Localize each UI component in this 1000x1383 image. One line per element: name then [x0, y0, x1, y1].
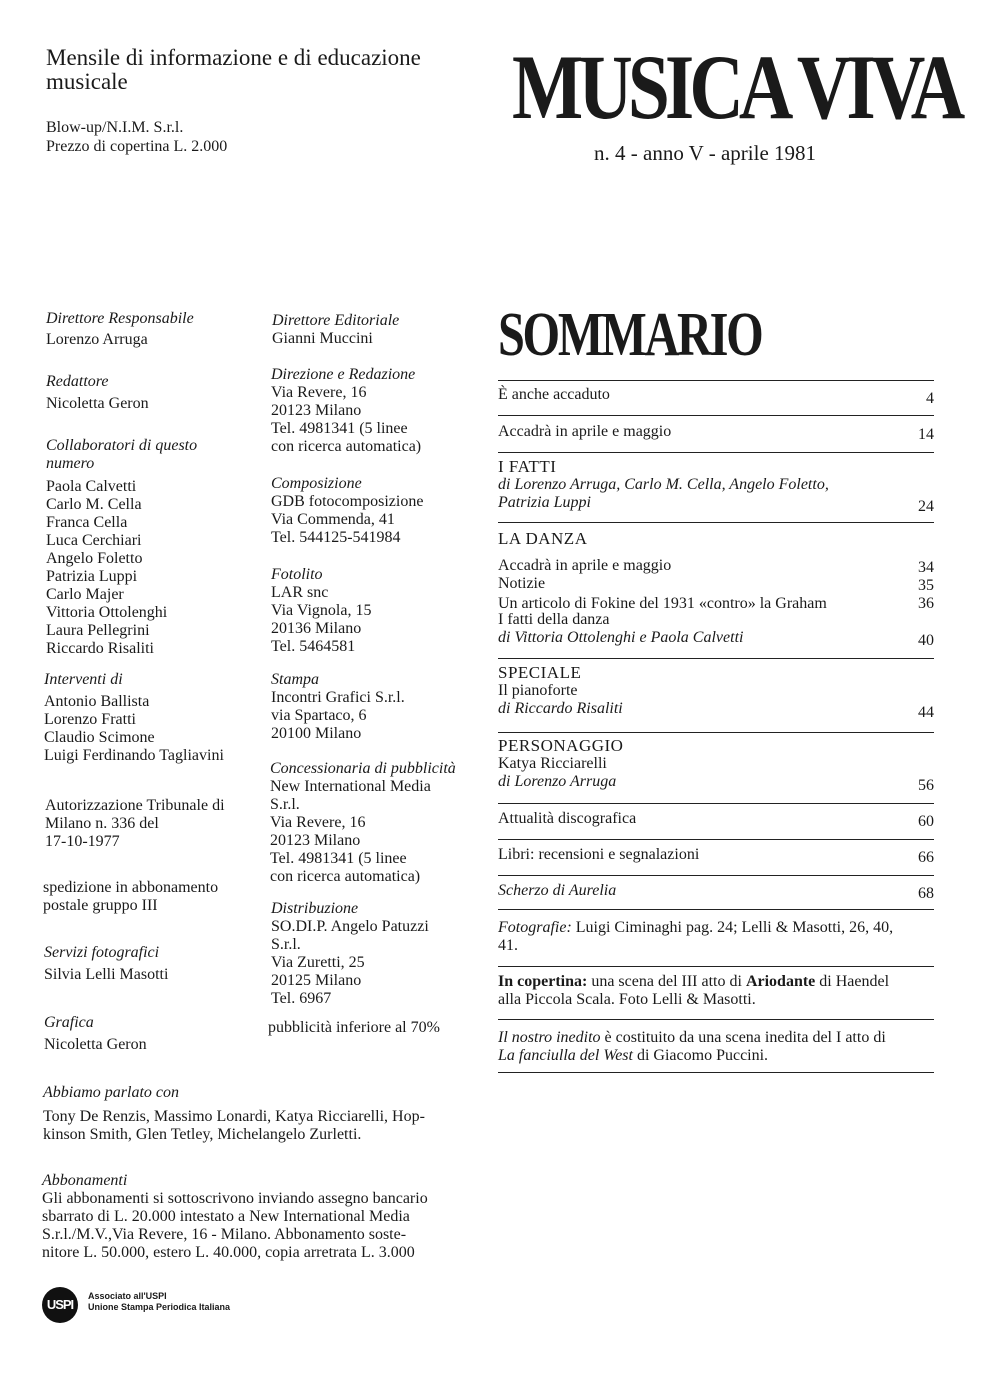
- paragraph-line: kinson Smith, Glen Tetley, Michelangelo Zurletti.: [43, 1126, 362, 1143]
- photo-credits-text: Luigi Ciminaghi pag. 24; Lelli & Masotti, 26, 40,: [575, 919, 894, 936]
- credit-name: Nicoletta Geron: [44, 1036, 147, 1053]
- photo-credits: [498, 919, 934, 955]
- toc-entry: [498, 736, 934, 794]
- toc-section-head: LA DANZA: [498, 529, 588, 548]
- autorizzazione-line: Milano n. 336 del: [45, 815, 159, 832]
- credit-name: Antonio Ballista: [44, 693, 150, 710]
- address-line: LAR snc: [271, 584, 329, 601]
- address-line: S.r.l.: [270, 796, 300, 813]
- address-line: New International Media: [270, 778, 431, 795]
- publisher-name: Blow-up/N.I.M. S.r.l.: [46, 119, 184, 136]
- uspi-logo: USPI: [42, 1287, 78, 1323]
- toc-entry: [498, 663, 934, 721]
- toc-title: Accadrà in aprile e maggio: [498, 423, 672, 440]
- toc-entry: [498, 611, 934, 647]
- inedito-work: La fanciulla del West: [498, 1047, 633, 1064]
- credit-name: Lorenzo Arruga: [46, 331, 148, 348]
- credit-label: Direzione e Redazione: [271, 366, 416, 383]
- credit-name: Riccardo Risaliti: [46, 640, 154, 657]
- credit-collaboratori: [46, 437, 197, 658]
- credit-name: Claudio Scimone: [44, 729, 155, 746]
- abbiamo-parlato-con: [43, 1084, 425, 1144]
- spedizione-abbonamento: [43, 879, 218, 915]
- credit-label: Distribuzione: [271, 900, 359, 917]
- paragraph-line: Gli abbonamenti si sottoscrivono inviando assegno bancario: [42, 1190, 428, 1207]
- toc-author: Patrizia Luppi: [498, 494, 591, 511]
- divider: [498, 415, 934, 416]
- credit-servizi-fotografici: [44, 944, 168, 984]
- toc-title: Attualità discografica: [498, 810, 637, 827]
- spedizione-line: postale gruppo III: [43, 897, 158, 914]
- toc-entry: [498, 557, 934, 575]
- address-line: 20125 Milano: [271, 972, 362, 989]
- toc-page: 4: [926, 390, 934, 407]
- address-line: 20100 Milano: [271, 725, 362, 742]
- toc-entry: [498, 423, 934, 441]
- photo-credits-label: Fotografie:: [498, 919, 572, 936]
- credit-name: Luigi Ferdinando Tagliavini: [44, 747, 224, 764]
- toc-title: Notizie: [498, 575, 546, 592]
- credit-direttore-responsabile: [46, 310, 194, 349]
- address-line: 20123 Milano: [271, 402, 362, 419]
- toc-title: Katya Ricciarelli: [498, 755, 607, 772]
- cover-text: alla Piccola Scala. Foto Lelli & Masotti.: [498, 991, 756, 1008]
- credit-label: Stampa: [271, 671, 319, 688]
- address-line: via Spartaco, 6: [271, 707, 367, 724]
- credit-name: Vittoria Ottolenghi: [46, 604, 168, 621]
- uspi-line: Unione Stampa Periodica Italiana: [88, 1302, 231, 1312]
- address-line: Via Commenda, 41: [271, 511, 395, 528]
- credit-label: Composizione: [271, 475, 362, 492]
- inedito-label: Il nostro inedito: [498, 1029, 601, 1046]
- credit-name: Laura Pellegrini: [46, 622, 150, 639]
- address-line: Tel. 6967: [271, 990, 332, 1007]
- toc-page: 34: [918, 559, 934, 576]
- credit-name: Franca Cella: [46, 514, 128, 531]
- divider: [498, 380, 934, 381]
- divider: [498, 1072, 934, 1073]
- divider: [498, 658, 934, 659]
- toc-page: 35: [918, 577, 934, 594]
- divider: [498, 1019, 934, 1020]
- sommario-title: SOMMARIO: [498, 301, 762, 369]
- credit-label: Collaboratori di questo: [46, 437, 198, 454]
- autorizzazione-line: 17-10-1977: [45, 833, 120, 850]
- credit-stampa: [271, 671, 405, 743]
- subtitle-line: musicale: [46, 69, 128, 94]
- toc-page: 44: [918, 704, 934, 721]
- credit-name: Nicoletta Geron: [46, 395, 149, 412]
- toc-page: 66: [918, 849, 934, 866]
- credit-label: numero: [46, 455, 95, 472]
- toc-title: Accadrà in aprile e maggio: [498, 557, 672, 574]
- toc-section-danza: [498, 530, 934, 548]
- credit-name: Patrizia Luppi: [46, 568, 138, 585]
- address-line: SO.DI.P. Angelo Patuzzi: [271, 918, 429, 935]
- credit-name: Silvia Lelli Masotti: [44, 966, 169, 983]
- address-line: Via Vignola, 15: [271, 602, 372, 619]
- toc-author: di Riccardo Risaliti: [498, 700, 623, 717]
- address-line: con ricerca automatica): [270, 868, 421, 885]
- divider: [498, 966, 934, 967]
- credit-direttore-editoriale: [272, 312, 399, 348]
- toc-page: 60: [918, 813, 934, 830]
- credit-name: Carlo Majer: [46, 586, 124, 603]
- toc-page: 40: [918, 632, 934, 649]
- toc-entry: [498, 386, 934, 407]
- toc-section-head: I FATTI: [498, 457, 557, 476]
- cover-note: [498, 973, 934, 1009]
- paragraph-line: nitore L. 50.000, estero L. 40.000, copia arretrata L. 3.000: [42, 1244, 415, 1261]
- toc-entry: [498, 575, 934, 593]
- address-line: Via Revere, 16: [271, 384, 367, 401]
- toc-title: Un articolo di Fokine del 1931 «contro» la Graham: [498, 595, 827, 612]
- credit-interventi: [44, 671, 224, 765]
- magazine-logo: MUSICA VIVA: [512, 36, 961, 138]
- address-line: Via Zuretti, 25: [271, 954, 365, 971]
- section-label: Abbonamenti: [42, 1172, 128, 1189]
- photo-credits-text: 41.: [498, 937, 518, 954]
- credit-concessionaria: [270, 760, 456, 886]
- divider: [498, 522, 934, 523]
- divider: [498, 732, 934, 733]
- toc-author: di Vittoria Ottolenghi e Paola Calvetti: [498, 629, 744, 646]
- autorizzazione-tribunale: [45, 797, 225, 851]
- address-line: GDB fotocomposizione: [271, 493, 424, 510]
- divider: [498, 452, 934, 453]
- divider: [498, 839, 934, 840]
- address-line: Tel. 544125-541984: [271, 529, 401, 546]
- toc-author: di Lorenzo Arruga, Carlo M. Cella, Angelo Foletto,: [498, 476, 829, 493]
- inedito-note: [498, 1029, 934, 1065]
- credit-redattore: [46, 373, 149, 413]
- toc-title: Libri: recensioni e segnalazioni: [498, 846, 700, 863]
- toc-entry: [498, 882, 934, 900]
- credit-name: Carlo M. Cella: [46, 496, 142, 513]
- credit-name: Paola Calvetti: [46, 478, 137, 495]
- credit-distribuzione: [271, 900, 429, 1008]
- address-line: Via Revere, 16: [270, 814, 366, 831]
- divider: [498, 909, 934, 910]
- credit-label: Redattore: [46, 373, 109, 390]
- credit-label: Fotolito: [271, 566, 323, 583]
- toc-title: Il pianoforte: [498, 682, 578, 699]
- toc-entry: [498, 810, 934, 828]
- credit-name: Luca Cerchiari: [46, 532, 142, 549]
- toc-entry: [498, 457, 934, 515]
- toc-title: Scherzo di Aurelia: [498, 882, 617, 899]
- credit-name: Angelo Foletto: [46, 550, 143, 567]
- divider: [498, 803, 934, 804]
- uspi-line: Associato all'USPI: [88, 1291, 167, 1301]
- credit-fotolito: [271, 566, 371, 656]
- credit-label: Direttore Responsabile: [46, 310, 194, 327]
- address-line: Tel. 4981341 (5 linee: [271, 420, 408, 437]
- address-line: Tel. 4981341 (5 linee: [270, 850, 407, 867]
- address-line: 20136 Milano: [271, 620, 362, 637]
- toc-page: 14: [918, 426, 934, 443]
- toc-page: 36: [918, 595, 934, 612]
- issue-number: n. 4 - anno V - aprile 1981: [594, 141, 817, 165]
- masthead-subtitle: [46, 46, 486, 94]
- toc-page: 68: [918, 885, 934, 902]
- address-line: Incontri Grafici S.r.l.: [271, 689, 405, 706]
- cover-text: una scena del III atto di: [591, 973, 742, 990]
- paragraph-line: sbarrato di L. 20.000 intestato a New International Media: [42, 1208, 410, 1225]
- toc-page: 56: [918, 777, 934, 794]
- address-line: S.r.l.: [271, 936, 301, 953]
- toc-section-head: SPECIALE: [498, 663, 582, 682]
- abbonamenti: [42, 1172, 428, 1262]
- address-line: con ricerca automatica): [271, 438, 422, 455]
- paragraph-line: Tony De Renzis, Massimo Lonardi, Katya Ricciarelli, Hop-: [43, 1108, 425, 1125]
- cover-label: In copertina:: [498, 973, 588, 990]
- subtitle-line: Mensile di informazione e di educazione: [46, 45, 421, 70]
- credit-label: Direttore Editoriale: [272, 312, 400, 329]
- inedito-text: è costituito da una scena inedita del I atto di: [604, 1029, 886, 1046]
- address-line: 20123 Milano: [270, 832, 361, 849]
- credit-name: Gianni Muccini: [272, 330, 373, 347]
- credit-label: Concessionaria di pubblicità: [270, 760, 456, 777]
- credit-grafica: [44, 1014, 147, 1054]
- divider: [498, 875, 934, 876]
- toc-title: È anche accaduto: [498, 386, 610, 403]
- autorizzazione-line: Autorizzazione Tribunale di: [45, 797, 225, 814]
- cover-opera: Ariodante: [745, 973, 816, 990]
- toc-author: di Lorenzo Arruga: [498, 773, 617, 790]
- spedizione-line: spedizione in abbonamento: [43, 879, 219, 896]
- credit-name: Lorenzo Fratti: [44, 711, 136, 728]
- paragraph-line: S.r.l./M.V.,Via Revere, 16 - Milano. Abbonamento soste-: [42, 1226, 407, 1243]
- cover-price: Prezzo di copertina L. 2.000: [46, 138, 228, 155]
- credit-direzione-redazione: [271, 366, 421, 456]
- credit-label: Interventi di: [44, 671, 123, 688]
- credit-label: Servizi fotografici: [44, 944, 160, 961]
- toc-page: 24: [918, 498, 934, 515]
- toc-title: I fatti della danza: [498, 611, 610, 628]
- inedito-text: di Giacomo Puccini.: [636, 1047, 769, 1064]
- section-label: Abbiamo parlato con: [43, 1084, 179, 1101]
- credit-composizione: [271, 475, 423, 547]
- cover-text: di Haendel: [819, 973, 890, 990]
- toc-entry: [498, 846, 934, 864]
- toc-section-head: PERSONAGGIO: [498, 736, 624, 755]
- address-line: Tel. 5464581: [271, 638, 356, 655]
- credit-label: Grafica: [44, 1014, 94, 1031]
- pubblicita-note: pubblicità inferiore al 70%: [268, 1019, 440, 1036]
- publisher-block: [46, 118, 227, 156]
